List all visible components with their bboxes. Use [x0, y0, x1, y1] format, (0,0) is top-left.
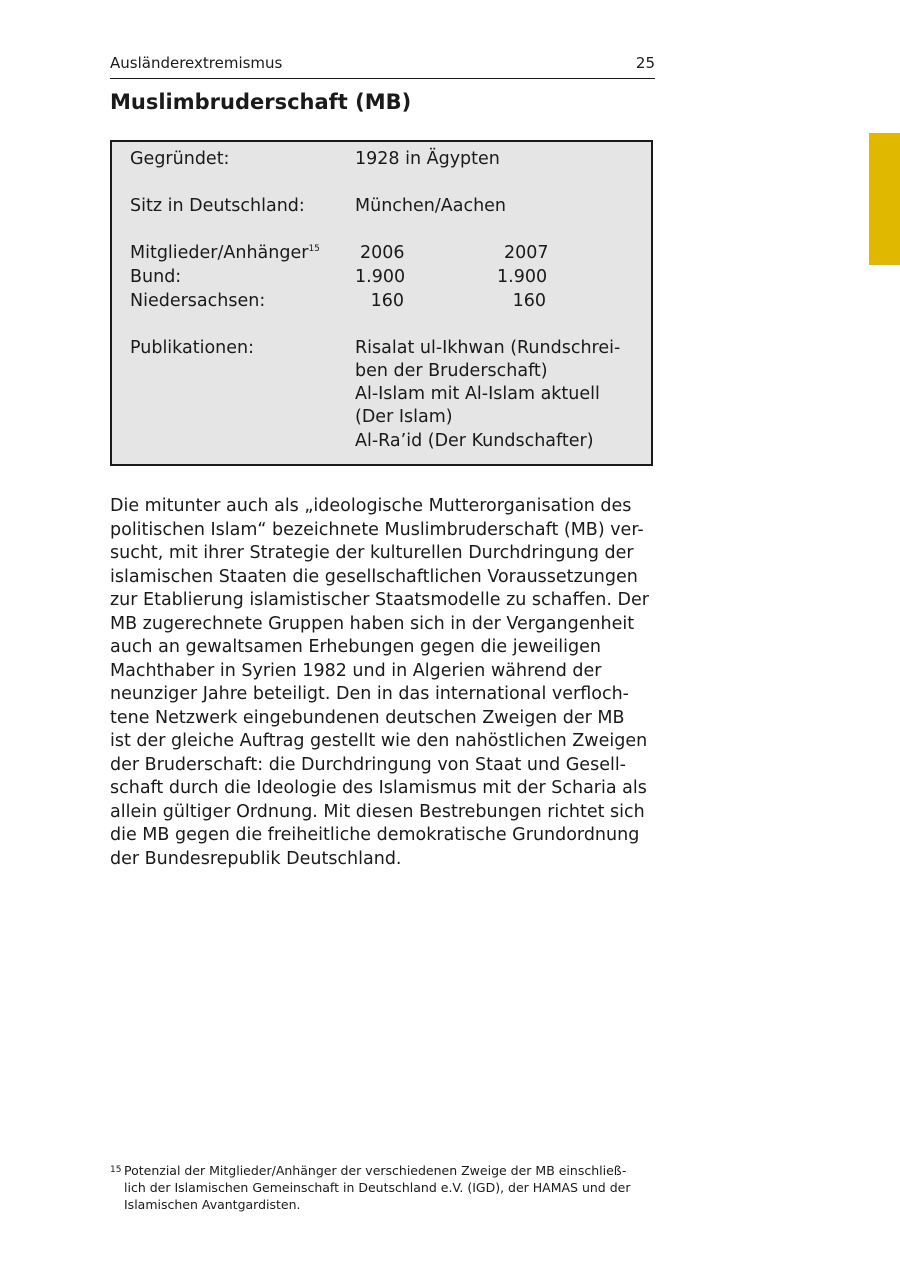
footnote-line: lich der Islamischen Gemeinschaft in Deutschland e.V. (IGD), der HAMAS und der [124, 1180, 631, 1195]
running-header [110, 54, 655, 79]
publication-line: Al-Ra’id (Der Kundschafter) [355, 431, 594, 451]
header-section-title: Ausländerextremismus [110, 54, 283, 72]
bund-2007-value: 1.900 [497, 267, 548, 287]
fact-box [110, 140, 653, 466]
body-line: MB zugerechnete Gruppen haben sich in der Vergangenheit [110, 613, 635, 634]
footnote-text [124, 1162, 630, 1213]
bund-label: Bund: [130, 267, 182, 287]
publication-line: ben der Bruderschaft) [355, 361, 548, 381]
members-label-text: Mitglieder/Anhänger [130, 243, 309, 263]
body-line: politischen Islam“ bezeichnete Muslimbruderschaft (MB) ver- [110, 519, 644, 540]
page-title: Muslimbruderschaft (MB) [110, 90, 412, 114]
body-line: schaft durch die Ideologie des Islamismus mit der Scharia als [110, 778, 647, 798]
body-line: allein gültiger Ordnung. Mit diesen Bestrebungen richtet sich [110, 801, 645, 822]
body-line: ist der gleiche Auftrag gestellt wie den nahöstlichen Zweigen [110, 731, 648, 751]
footnote-line: Potenzial der Mitglieder/Anhänger der verschiedenen Zweige der MB einschließ- [124, 1163, 627, 1178]
chapter-tab-marker [869, 133, 900, 265]
body-paragraph [110, 495, 660, 871]
page-number: 25 [635, 54, 655, 72]
publications-label: Publikationen: [130, 338, 254, 358]
niedersachsen-2007-value: 160 [512, 291, 546, 311]
publication-line: (Der Islam) [355, 407, 453, 427]
publication-line: Risalat ul-Ikhwan (Rundschrei- [355, 338, 621, 358]
body-line: der Bruderschaft: die Durchdringung von Staat und Gesell- [110, 754, 626, 775]
body-line: sucht, mit ihrer Strategie der kulturellen Durchdringung der [110, 543, 634, 563]
founded-value: 1928 in Ägypten [355, 149, 500, 169]
body-line: zur Etablierung islamistischer Staatsmodelle zu schaffen. Der [110, 590, 649, 610]
members-label [130, 242, 320, 265]
body-line: der Bundesrepublik Deutschland. [110, 848, 402, 869]
niedersachsen-label: Niedersachsen: [130, 291, 266, 311]
body-line: Machthaber in Syrien 1982 und in Algerien während der [110, 660, 602, 681]
bund-2006-value: 1.900 [355, 267, 406, 287]
body-line: neunziger Jahre beteiligt. Den in das international verfloch- [110, 684, 629, 704]
body-line: tene Netzwerk eingebundenen deutschen Zweigen der MB [110, 707, 625, 728]
founded-label: Gegründet: [130, 149, 230, 169]
niedersachsen-2006-value: 160 [370, 291, 404, 311]
body-line: die MB gegen die freiheitliche demokratische Grundordnung [110, 825, 640, 845]
publication-line: Al-Islam mit Al-Islam aktuell [355, 384, 600, 404]
seat-label: Sitz in Deutschland: [130, 196, 305, 216]
body-line: Die mitunter auch als „ideologische Mutterorganisation des [110, 496, 632, 516]
footnote-ref: 15 [308, 244, 320, 254]
body-line: islamischen Staaten die gesellschaftlichen Voraussetzungen [110, 566, 638, 587]
footnote-number: 15 [110, 1165, 122, 1175]
year-2006-header: 2006 [360, 243, 405, 263]
seat-value: München/Aachen [355, 196, 507, 216]
body-line: auch an gewaltsamen Erhebungen gegen die jeweiligen [110, 637, 601, 657]
year-2007-header: 2007 [504, 243, 549, 263]
footnote-line: Islamischen Avantgardisten. [124, 1197, 301, 1212]
